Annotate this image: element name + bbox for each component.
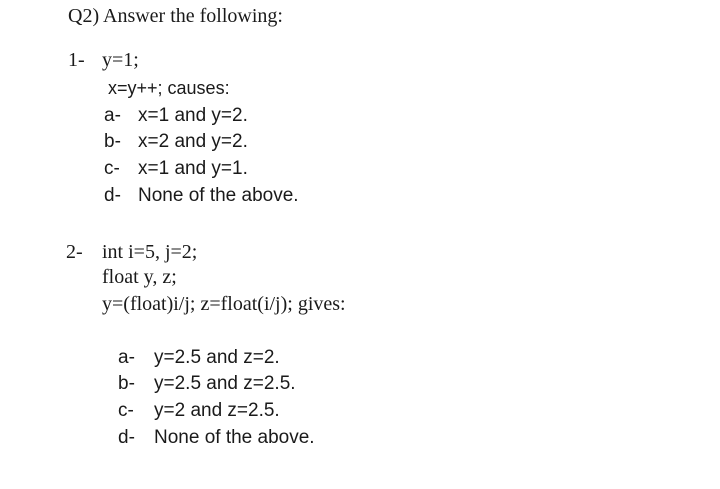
section-heading: Q2) Answer the following: <box>68 5 283 27</box>
question-1-line-1: y=1; <box>102 49 139 71</box>
question-1-option-d: None of the above. <box>138 185 299 206</box>
question-2-option-b-letter: b- <box>118 373 135 394</box>
question-2-option-c-letter: c- <box>118 400 134 421</box>
question-1-option-c: x=1 and y=1. <box>138 158 248 179</box>
question-2-line-2: float y, z; <box>102 266 177 288</box>
question-2-option-b: y=2.5 and z=2.5. <box>154 373 296 394</box>
question-2-option-d: None of the above. <box>154 427 315 448</box>
question-1-option-c-letter: c- <box>104 158 120 179</box>
question-2-option-c: y=2 and z=2.5. <box>154 400 280 421</box>
question-1-option-a: x=1 and y=2. <box>138 105 248 126</box>
question-1-line-2: x=y++; causes: <box>108 78 230 98</box>
question-1-option-b-letter: b- <box>104 131 121 152</box>
question-1-number: 1- <box>68 49 85 71</box>
question-2-line-1: int i=5, j=2; <box>102 241 198 263</box>
question-2-number: 2- <box>66 241 83 263</box>
question-2-line-3: y=(float)i/j; z=float(i/j); gives: <box>102 293 346 315</box>
question-2-option-a-letter: a- <box>118 347 135 368</box>
question-2-option-a: y=2.5 and z=2. <box>154 347 280 368</box>
question-1-option-d-letter: d- <box>104 185 121 206</box>
question-1-option-a-letter: a- <box>104 105 121 126</box>
question-2-option-d-letter: d- <box>118 427 135 448</box>
question-1-option-b: x=2 and y=2. <box>138 131 248 152</box>
